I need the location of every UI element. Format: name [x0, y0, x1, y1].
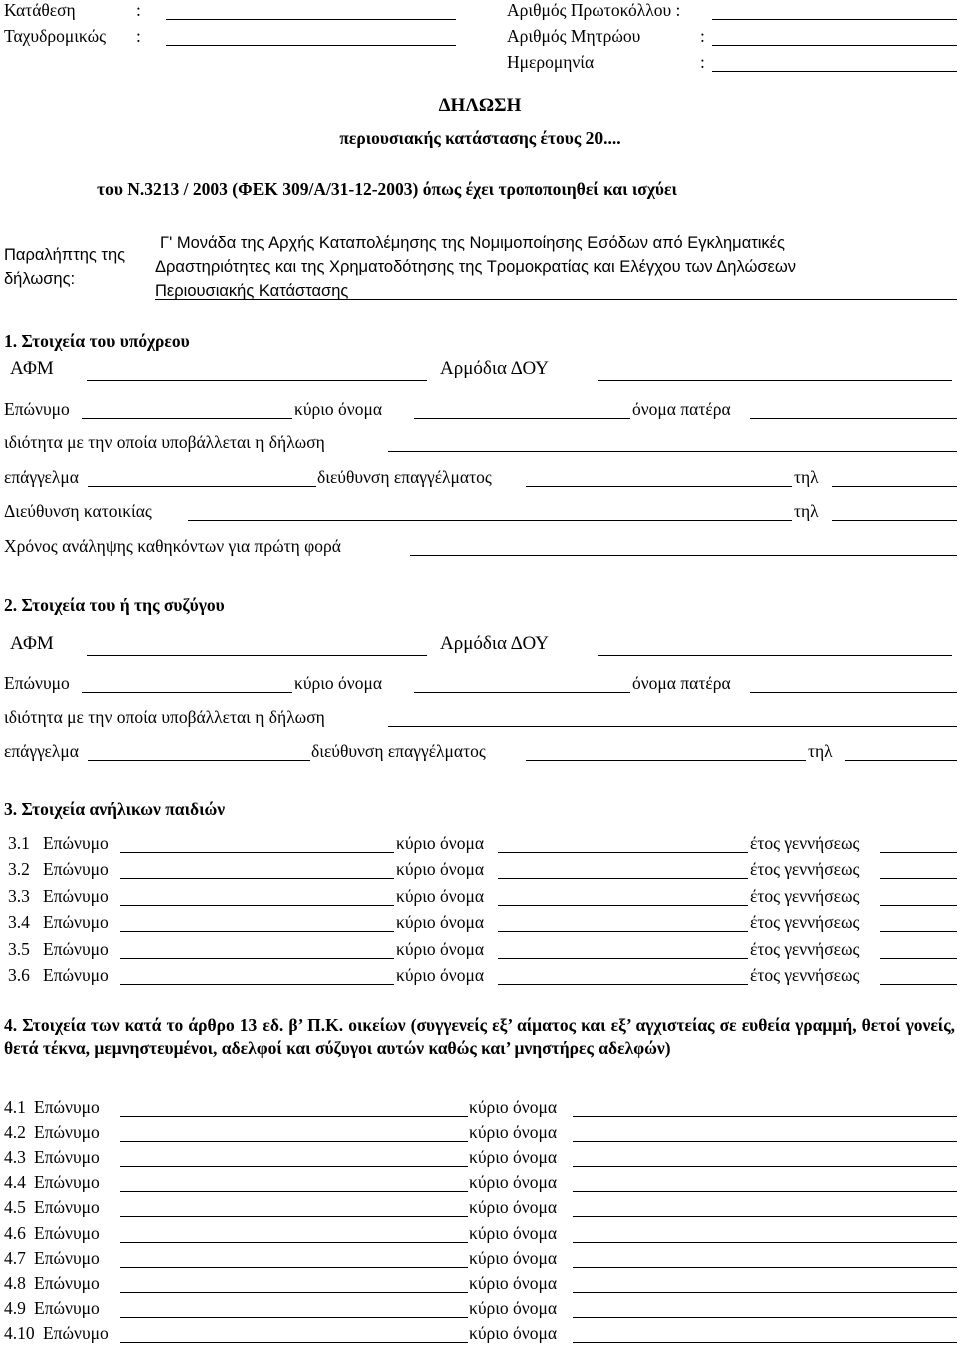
s2-capacity-label: ιδιότητα με την οποία υποβάλλεται η δήλωση — [4, 707, 325, 727]
child-birthyear-field[interactable] — [880, 905, 957, 906]
registry-colon: : — [700, 26, 705, 46]
s1-work-phone-label: τηλ — [794, 467, 819, 487]
s1-afm-label: ΑΦΜ — [10, 358, 54, 379]
child-surname-label: Επώνυμο — [43, 965, 109, 985]
child-birthyear-field[interactable] — [880, 958, 957, 959]
mail-colon: : — [136, 26, 141, 46]
s2-afm-field[interactable] — [87, 655, 427, 656]
child-number: 3.2 — [8, 859, 30, 880]
child-firstname-field[interactable] — [498, 852, 748, 853]
child-firstname-label: κύριο όνομα — [396, 938, 485, 959]
s1-work-address-field[interactable] — [526, 486, 792, 487]
relative-surname-label: Επώνυμο — [34, 1097, 100, 1117]
relative-firstname-field[interactable] — [573, 1242, 957, 1243]
relative-surname-field[interactable] — [120, 1216, 468, 1217]
relative-surname-field[interactable] — [120, 1342, 468, 1343]
recipient-underline — [155, 299, 957, 300]
relative-firstname-label: κύριο όνομα — [469, 1097, 558, 1117]
s1-work-phone-field[interactable] — [832, 486, 957, 487]
s2-tax-office-label: Αρμόδια ΔΟΥ — [440, 633, 549, 654]
s1-home-phone-field[interactable] — [832, 520, 957, 521]
child-firstname-field[interactable] — [498, 931, 748, 932]
child-number: 3.6 — [8, 965, 30, 985]
s1-work-address-label: διεύθυνση επαγγέλματος — [317, 467, 492, 487]
child-firstname-label: κύριο όνομα — [396, 965, 485, 985]
s2-profession-field[interactable] — [88, 760, 310, 761]
child-firstname-field[interactable] — [498, 905, 748, 906]
s1-profession-field[interactable] — [88, 486, 316, 487]
child-birthyear-label: έτος γεννήσεως — [750, 885, 860, 906]
child-firstname-label: κύριο όνομα — [396, 833, 485, 853]
registry-label: Αριθμός Μητρώου — [507, 26, 641, 46]
relative-surname-label: Επώνυμο — [34, 1197, 100, 1218]
child-birthyear-label: έτος γεννήσεως — [750, 833, 860, 853]
relative-firstname-field[interactable] — [573, 1292, 957, 1293]
relative-surname-field[interactable] — [120, 1292, 468, 1293]
child-birthyear-label: έτος γεννήσεως — [750, 938, 860, 959]
relative-surname-label: Επώνυμο — [34, 1272, 100, 1293]
child-surname-label: Επώνυμο — [43, 833, 109, 853]
s1-start-year-field[interactable] — [410, 555, 957, 556]
child-surname-field[interactable] — [120, 931, 394, 932]
date-colon: : — [700, 52, 705, 72]
relative-firstname-label: κύριο όνομα — [469, 1147, 558, 1168]
recipient-text-2: Δραστηριότητες και της Χρηματοδότησης της Τρομοκρατίας και Ελέγχου των Δηλώσεων — [155, 258, 797, 276]
child-surname-label: Επώνυμο — [43, 885, 109, 906]
relative-firstname-label: κύριο όνομα — [469, 1197, 558, 1218]
s1-home-address-field[interactable] — [188, 520, 792, 521]
deposit-colon: : — [136, 0, 141, 20]
s2-work-address-label: διεύθυνση επαγγέλματος — [311, 741, 486, 761]
relative-surname-field[interactable] — [120, 1242, 468, 1243]
child-firstname-field[interactable] — [498, 958, 748, 959]
s1-tax-office-label: Αρμόδια ΔΟΥ — [440, 358, 549, 379]
child-firstname-label: κύριο όνομα — [396, 885, 485, 906]
relative-firstname-label: κύριο όνομα — [469, 1322, 558, 1343]
child-number: 3.4 — [8, 912, 30, 933]
relative-surname-label: Επώνυμο — [34, 1147, 100, 1168]
child-surname-label: Επώνυμο — [43, 912, 109, 933]
s2-surname-field[interactable] — [82, 692, 292, 693]
page-title: ΔΗΛΩΣΗ — [438, 95, 522, 116]
section-4-heading: 4. Στοιχεία των κατά το άρθρο 13 εδ. β’ Π.Κ. οικείων (συγγενείς εξ’ αίματος και εξ’ αγχιστείας σε ευθεία γραμμή, θετοί γονείς, θετά τέκνα, μεμνηστευμένοι, αδελφοί και σύζυγοι αυτών καθώς και’ μνηστήρες αδελφών) — [4, 1015, 955, 1058]
child-firstname-label: κύριο όνομα — [396, 859, 485, 880]
mail-label: Ταχυδρομικώς — [4, 26, 107, 46]
s1-father-label: όνομα πατέρα — [632, 399, 731, 419]
relative-number: 4.5 — [4, 1197, 26, 1218]
relative-firstname-label: κύριο όνομα — [469, 1172, 558, 1193]
s1-home-address-label: Διεύθυνση κατοικίας — [4, 501, 152, 521]
page-subtitle: περιουσιακής κατάστασης έτους 20.... — [339, 128, 621, 148]
relative-firstname-field[interactable] — [573, 1216, 957, 1217]
relative-firstname-field[interactable] — [573, 1141, 957, 1142]
relative-surname-label: Επώνυμο — [34, 1297, 100, 1318]
recipient-label-2: δήλωσης: — [4, 270, 76, 288]
relative-surname-label: Επώνυμο — [34, 1122, 100, 1143]
relative-surname-field[interactable] — [120, 1141, 468, 1142]
relative-number: 4.1 — [4, 1097, 26, 1117]
relative-firstname-field[interactable] — [573, 1116, 957, 1117]
protocol-label: Αριθμός Πρωτοκόλλου : — [507, 0, 681, 20]
recipient-label-1: Παραλήπτης της — [4, 246, 126, 264]
relative-number: 4.9 — [4, 1297, 26, 1318]
s1-start-year-label: Χρόνος ανάληψης καθηκόντων για πρώτη φορά — [4, 536, 341, 556]
child-firstname-field[interactable] — [498, 878, 748, 879]
relative-surname-label: Επώνυμο — [34, 1222, 100, 1243]
relative-number: 4.3 — [4, 1147, 26, 1168]
s1-surname-label: Επώνυμο — [4, 399, 70, 419]
s2-work-address-field[interactable] — [526, 760, 806, 761]
relative-surname-field[interactable] — [120, 1267, 468, 1268]
child-surname-field[interactable] — [120, 905, 394, 906]
relative-firstname-field[interactable] — [573, 1267, 957, 1268]
relative-number: 4.10 — [4, 1322, 35, 1343]
s1-tax-office-field[interactable] — [598, 380, 952, 381]
child-surname-field[interactable] — [120, 852, 394, 853]
relative-firstname-field[interactable] — [573, 1342, 957, 1343]
relative-surname-field[interactable] — [120, 1166, 468, 1167]
relative-number: 4.4 — [4, 1172, 26, 1193]
child-firstname-field[interactable] — [498, 984, 748, 985]
section-1-heading: 1. Στοιχεία του υπόχρεου — [4, 331, 190, 351]
child-firstname-label: κύριο όνομα — [396, 912, 485, 933]
s2-profession-label: επάγγελμα — [4, 741, 79, 761]
s1-capacity-field[interactable] — [388, 451, 957, 452]
child-surname-label: Επώνυμο — [43, 859, 109, 880]
s2-firstname-label: κύριο όνομα — [294, 673, 383, 693]
date-field[interactable] — [712, 71, 957, 72]
relative-number: 4.2 — [4, 1122, 26, 1143]
relative-surname-label: Επώνυμο — [34, 1247, 100, 1268]
child-number: 3.1 — [8, 833, 30, 853]
s1-surname-field[interactable] — [82, 418, 292, 419]
relative-firstname-label: κύριο όνομα — [469, 1297, 558, 1318]
relative-firstname-field[interactable] — [573, 1317, 957, 1318]
relative-firstname-label: κύριο όνομα — [469, 1222, 558, 1243]
relative-firstname-field[interactable] — [573, 1166, 957, 1167]
s2-phone-field[interactable] — [845, 760, 957, 761]
recipient-text-1: Γ' Μονάδα της Αρχής Καταπολέμησης της Νομιμοποίησης Εσόδων από Εγκληματικές — [160, 234, 785, 252]
child-number: 3.5 — [8, 938, 30, 959]
s1-home-phone-label: τηλ — [794, 501, 819, 521]
relative-firstname-label: κύριο όνομα — [469, 1247, 558, 1268]
s1-profession-label: επάγγελμα — [4, 467, 79, 487]
s1-afm-field[interactable] — [87, 380, 427, 381]
relative-surname-field[interactable] — [120, 1116, 468, 1117]
relative-firstname-field[interactable] — [573, 1191, 957, 1192]
section-2-heading: 2. Στοιχεία του ή της συζύγου — [4, 595, 225, 615]
child-surname-field[interactable] — [120, 958, 394, 959]
s2-tax-office-field[interactable] — [598, 655, 952, 656]
child-birthyear-field[interactable] — [880, 878, 957, 879]
child-number: 3.3 — [8, 885, 30, 906]
s2-firstname-field[interactable] — [414, 692, 630, 693]
relative-surname-label: Επώνυμο — [43, 1322, 109, 1343]
s1-capacity-label: ιδιότητα με την οποία υποβάλλεται η δήλωση — [4, 432, 325, 452]
s2-afm-label: ΑΦΜ — [10, 633, 54, 654]
mail-field[interactable] — [166, 45, 456, 46]
s2-capacity-field[interactable] — [388, 726, 957, 727]
relative-surname-label: Επώνυμο — [34, 1172, 100, 1193]
child-birthyear-field[interactable] — [880, 852, 957, 853]
child-birthyear-field[interactable] — [880, 931, 957, 932]
s1-firstname-label: κύριο όνομα — [294, 399, 383, 419]
child-birthyear-label: έτος γεννήσεως — [750, 859, 860, 880]
relative-surname-field[interactable] — [120, 1317, 468, 1318]
relative-number: 4.7 — [4, 1247, 26, 1268]
deposit-field[interactable] — [166, 19, 456, 20]
s2-father-field[interactable] — [750, 692, 957, 693]
relative-firstname-label: κύριο όνομα — [469, 1122, 558, 1143]
section-3-heading: 3. Στοιχεία ανήλικων παιδιών — [4, 799, 226, 819]
date-label: Ημερομηνία — [507, 52, 595, 72]
child-surname-field[interactable] — [120, 984, 394, 985]
child-surname-label: Επώνυμο — [43, 938, 109, 959]
registry-field[interactable] — [712, 45, 957, 46]
protocol-field[interactable] — [712, 19, 957, 20]
s1-father-field[interactable] — [750, 418, 957, 419]
s2-surname-label: Επώνυμο — [4, 673, 70, 693]
recipient-text-3: Περιουσιακής Κατάστασης — [155, 282, 349, 300]
relative-number: 4.6 — [4, 1222, 26, 1243]
child-birthyear-label: έτος γεννήσεως — [750, 912, 860, 933]
relative-firstname-label: κύριο όνομα — [469, 1272, 558, 1293]
s2-phone-label: τηλ — [808, 741, 833, 761]
child-birthyear-label: έτος γεννήσεως — [750, 965, 860, 985]
relative-number: 4.8 — [4, 1272, 26, 1293]
s1-firstname-field[interactable] — [414, 418, 630, 419]
s2-father-label: όνομα πατέρα — [632, 673, 731, 693]
child-birthyear-field[interactable] — [880, 984, 957, 985]
deposit-label: Κατάθεση — [4, 0, 76, 20]
child-surname-field[interactable] — [120, 878, 394, 879]
relative-surname-field[interactable] — [120, 1191, 468, 1192]
law-reference: του Ν.3213 / 2003 (ΦΕΚ 309/Α/31-12-2003) όπως έχει τροποποιηθεί και ισχύει — [97, 179, 677, 199]
